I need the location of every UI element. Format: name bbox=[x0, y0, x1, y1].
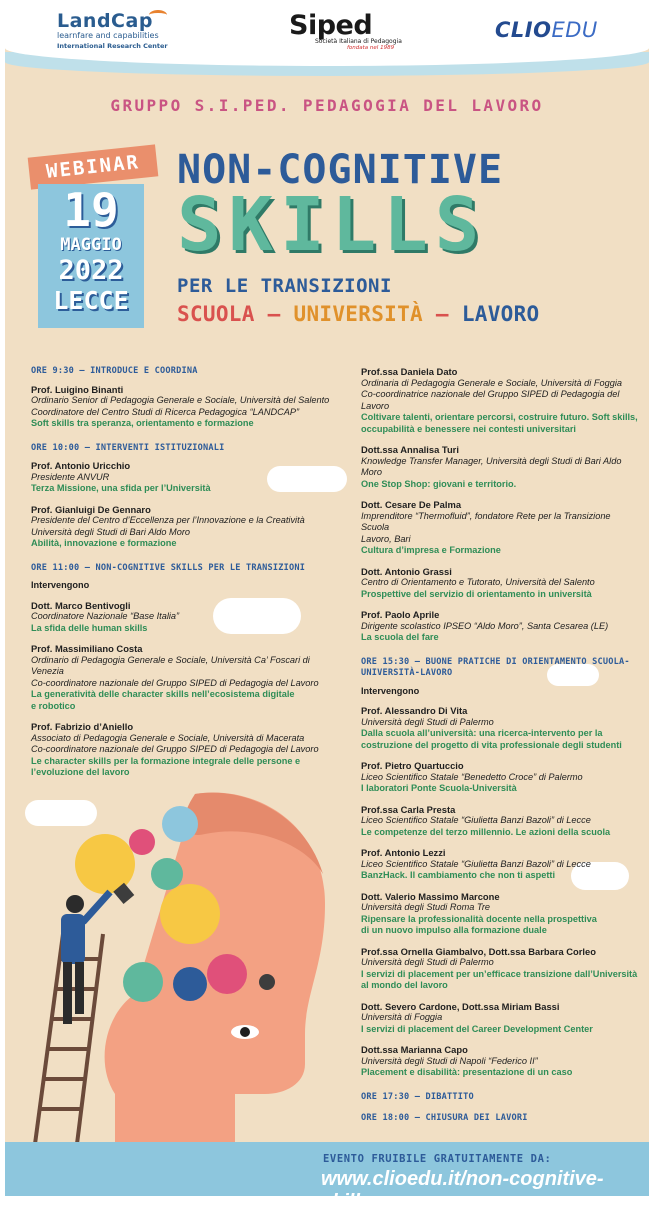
event-month: MAGGIO bbox=[60, 235, 122, 255]
title-non-cognitive: NON-COGNITIVE bbox=[177, 147, 504, 193]
speaker: Dott. Marco Bentivogli Coordinatore Nazionale “Base Italia” La sfida delle human skills bbox=[31, 599, 180, 633]
speaker: Prof. Gianluigi De Gennaro Presidente del Centro d’Eccellenza per l’Innovazione e la Creatività Università degli Studi di Bari Aldo Moro Abilità, innovazione e formazione bbox=[31, 503, 305, 548]
event-url-link[interactable]: www.clioedu.it/non-cognitive-skills bbox=[321, 1168, 604, 1213]
speaker: Dott.ssa Marianna Capo Università degli Studi di Napoli “Federico II” Placement e disabilità: presentazione di un caso bbox=[361, 1044, 573, 1077]
title-per-le-transizioni: PER LE TRANSIZIONI bbox=[177, 275, 392, 297]
siped-name: Siped bbox=[289, 10, 373, 41]
speaker: Prof.ssa Daniela Dato Ordinaria di Pedagogia Generale e Sociale, Università di Foggia Co-coordinatrice nazionale del Gruppo SIPED di Pedagogia del Lavoro Coltivare talenti, orientare percorsi, costruire futuro. Soft skills, occupabilità e benessere nei contesti universitari bbox=[361, 366, 638, 434]
title-lavoro: LAVORO bbox=[461, 302, 540, 326]
speaker: Prof. Luigino Binanti Ordinario Senior di Pedagogia Generale e Sociale, Università del Salento Coordinatore del Centro Studi di Ricerca Pedagogica “LANDCAP” Soft skills tra speranza, orientamento e formazione bbox=[31, 383, 330, 428]
event-city: LECCE bbox=[53, 286, 129, 315]
siped-founded: fondata nel 1989 bbox=[347, 45, 395, 51]
settings-icon bbox=[123, 962, 163, 1002]
speaker: Dott.ssa Annalisa Turi Knowledge Transfer Manager, Università degli Studi di Bari Aldo Moro One Stop Shop: giovani e territorio. bbox=[361, 444, 622, 489]
idea-icon bbox=[129, 829, 155, 855]
slot-0930: ORE 9:30 – INTRODUCE E COORDINA bbox=[31, 366, 198, 376]
intervengono-label: Intervengono bbox=[31, 580, 90, 590]
network-icon bbox=[173, 967, 207, 1001]
event-date bbox=[38, 184, 144, 328]
head-illustration bbox=[5, 764, 345, 1144]
lightbulb-icon bbox=[75, 834, 135, 894]
speaker: Prof.ssa Ornella Giambalvo, Dott.ssa Barbara Corleo Università degli Studi di Palermo I servizi di placement per un’efficace transizione dall’Università al mondo del lavoro bbox=[361, 945, 638, 990]
program-left-column bbox=[31, 366, 331, 788]
slot-1530: ORE 15:30 – BUONE PRATICHE DI ORIENTAMENTO SCUOLA-UNIVERSITÀ-LAVORO bbox=[361, 656, 630, 678]
slot-1100: ORE 11:00 – NON-COGNITIVE SKILLS PER LE TRANSIZIONI bbox=[31, 562, 306, 573]
landcap-tagline: learnfare and capabilities bbox=[57, 31, 159, 40]
poster bbox=[5, 4, 649, 1213]
footer bbox=[5, 1142, 649, 1213]
landcap-logo bbox=[57, 10, 168, 50]
speaker: Prof.ssa Carla Presta Liceo Scientifico Statale “Giulietta Banzi Bazoli” di Lecce Le competenze del terzo millennio. Le azioni della scuola bbox=[361, 803, 611, 837]
logo-strip bbox=[5, 4, 649, 66]
meeting-icon bbox=[207, 954, 247, 994]
event-day: 19 bbox=[63, 183, 119, 237]
gears-icon bbox=[151, 858, 183, 890]
program-right-column bbox=[361, 366, 641, 1131]
intervengono-label: Intervengono bbox=[361, 685, 420, 696]
siped-subtitle: Società Italiana di Pedagogia bbox=[315, 38, 402, 45]
speaker: Prof. Pietro Quartuccio Liceo Scientifico Statale “Benedetto Croce” di Palermo I laboratori Ponte Scuola-Università bbox=[361, 760, 583, 793]
landcap-name: LandCap bbox=[57, 10, 153, 32]
speaker: Dott. Antonio Grassi Centro di Orientamento e Tutorato, Università del Salento Prospettive del servizio di orientamento in università bbox=[361, 565, 595, 599]
speaker: Prof. Paolo Aprile Dirigente scolastico IPSEO “Aldo Moro”, Santa Cesarea (LE) La scuola del fare bbox=[361, 609, 609, 642]
clioedu-logo: CLIOEDU bbox=[495, 18, 598, 42]
speaker: Prof. Antonio Lezzi Liceo Scientifico Statale “Giulietta Banzi Bazoli” di Lecce BanzHack. Il cambiamento che non ti aspetti bbox=[361, 847, 591, 880]
slot-1000: ORE 10:00 – INTERVENTI ISTITUZIONALI bbox=[31, 442, 225, 453]
landcap-swoosh-icon bbox=[149, 10, 167, 20]
group-title: GRUPPO S.I.PED. PEDAGOGIA DEL LAVORO bbox=[110, 96, 544, 115]
team-icon bbox=[160, 884, 220, 944]
speaker: Dott. Severo Cardone, Dott.ssa Miriam Bassi Università di Foggia I servizi di placement del Career Development Center bbox=[361, 1000, 593, 1034]
lens-icon bbox=[259, 974, 275, 990]
speaker: Prof. Massimiliano Costa Ordinario di Pedagogia Generale e Sociale, Università Ca’ Foscari di Venezia Co-coordinatore nazionale del Gruppo SIPED di Pedagogia del Lavoro La generatività delle character skills nell’ecosistema digitale e robotico bbox=[31, 643, 319, 711]
people-icon bbox=[162, 806, 198, 842]
speaker: Dott. Valerio Massimo Marcone Università degli Studi Roma Tre Ripensare la professionalità docente nella prospettiva di un nuovo impulso alla formazione duale bbox=[361, 890, 597, 935]
event-year: 2022 bbox=[58, 255, 124, 286]
slot-1800: ORE 18:00 – CHIUSURA DEI LAVORI bbox=[361, 1113, 528, 1123]
slot-1730: ORE 17:30 – DIBATTITO bbox=[361, 1091, 474, 1102]
footer-label: EVENTO FRUIBILE GRATUITAMENTE DA: bbox=[323, 1153, 552, 1165]
title-scuola: SCUOLA bbox=[177, 302, 255, 326]
title-universita: UNIVERSITÀ bbox=[293, 302, 423, 326]
title-transitions: SCUOLA – UNIVERSITÀ – LAVORO bbox=[177, 302, 540, 326]
title-skills: SKILLS bbox=[177, 182, 487, 268]
speaker: Prof. Antonio Uricchio Presidente ANVUR Terza Missione, una sfida per l’Università bbox=[31, 460, 211, 493]
webinar-badge: WEBINAR bbox=[28, 144, 159, 189]
speaker: Dott. Cesare De Palma Imprenditore “Thermofluid”, fondatore Rete per la Transizione Scuola Lavoro, Bari Cultura d’impresa e Formazione bbox=[361, 499, 611, 555]
landcap-center: International Research Center bbox=[57, 42, 168, 50]
speaker: Prof. Alessandro Di Vita Università degli Studi di Palermo Dalla scuola all’università: una ricerca-intervento per la costruzione del progetto di vita professionale degli studenti bbox=[361, 705, 622, 750]
speaker: Prof. Fabrizio d’Aniello Associato di Pedagogia Generale e Sociale, Università di Macerata Co-coordinatore nazionale del Gruppo SIPED di Pedagogia del Lavoro Le character skills per la formazione integrale delle persone e l’evoluzione del lavoro bbox=[31, 721, 319, 777]
siped-logo bbox=[289, 10, 402, 51]
